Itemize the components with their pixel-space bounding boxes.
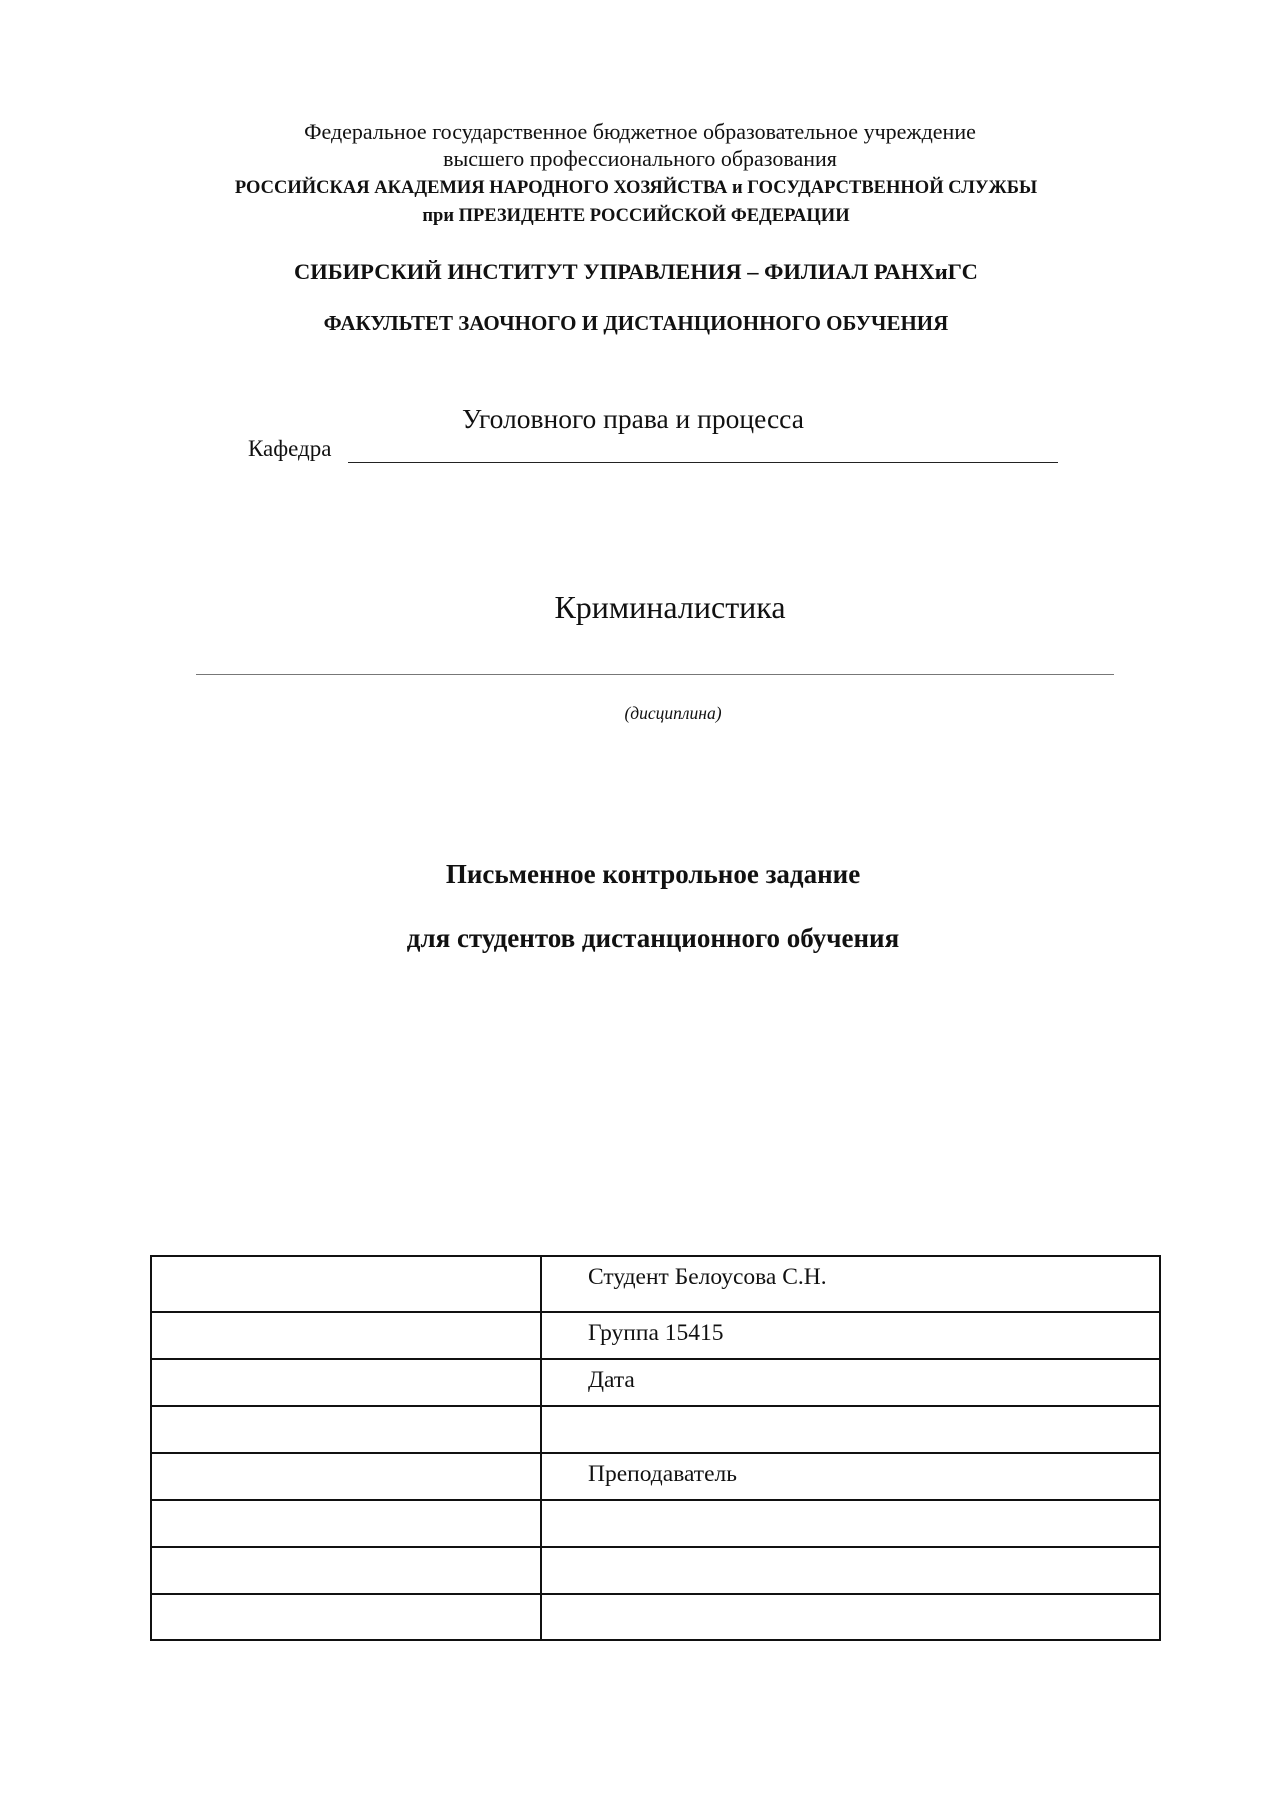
department-label: Кафедра xyxy=(248,436,332,461)
table-cell-left xyxy=(151,1594,541,1640)
department-name: Уголовного права и процесса xyxy=(462,403,804,434)
academy-line-1: РОССИЙСКАЯ АКАДЕМИЯ НАРОДНОГО ХОЗЯЙСТВА и ГОСУДАРСТВЕННОЙ СЛУЖБЫ xyxy=(234,178,1038,198)
table-cell-left xyxy=(151,1453,541,1500)
table-row xyxy=(151,1547,1160,1594)
table-cell-right xyxy=(541,1406,1160,1453)
teacher-cell: Преподаватель xyxy=(541,1453,1160,1500)
table-cell-left xyxy=(151,1256,541,1312)
table-row xyxy=(151,1312,1160,1359)
academy-line-2: при ПРЕЗИДЕНТЕ РОССИЙСКОЙ ФЕДЕРАЦИИ xyxy=(422,206,850,226)
discipline-underline xyxy=(196,674,1114,675)
date-cell: Дата xyxy=(541,1359,1160,1406)
table-cell-left xyxy=(151,1312,541,1359)
table-row xyxy=(151,1256,1160,1312)
org-line-2: высшего профессионального образования xyxy=(443,146,837,171)
table-row xyxy=(151,1500,1160,1547)
discipline-name: Криминалистика xyxy=(554,589,786,625)
student-info-table xyxy=(150,1255,1161,1641)
table-cell-left xyxy=(151,1406,541,1453)
department-underline xyxy=(348,462,1058,463)
task-subtitle: для студентов дистанционного обучения xyxy=(406,923,900,953)
table-cell-right xyxy=(541,1500,1160,1547)
table-cell-right xyxy=(541,1547,1160,1594)
table-cell-left xyxy=(151,1500,541,1547)
institute-title: СИБИРСКИЙ ИНСТИТУТ УПРАВЛЕНИЯ – ФИЛИАЛ РАНХиГС xyxy=(294,259,978,284)
table-cell-left xyxy=(151,1547,541,1594)
table-cell-right xyxy=(541,1594,1160,1640)
table-row xyxy=(151,1406,1160,1453)
table-row xyxy=(151,1594,1160,1640)
table-row xyxy=(151,1453,1160,1500)
org-line-1: Федеральное государственное бюджетное образовательное учреждение xyxy=(304,119,976,144)
table-row xyxy=(151,1359,1160,1406)
student-name-cell: Студент Белоусова С.Н. xyxy=(541,1256,1160,1312)
table-cell-left xyxy=(151,1359,541,1406)
group-cell: Группа 15415 xyxy=(541,1312,1160,1359)
discipline-caption: (дисциплина) xyxy=(624,703,722,723)
task-title: Письменное контрольное задание xyxy=(445,859,861,889)
faculty-title: ФАКУЛЬТЕТ ЗАОЧНОГО И ДИСТАНЦИОННОГО ОБУЧЕНИЯ xyxy=(323,311,949,335)
